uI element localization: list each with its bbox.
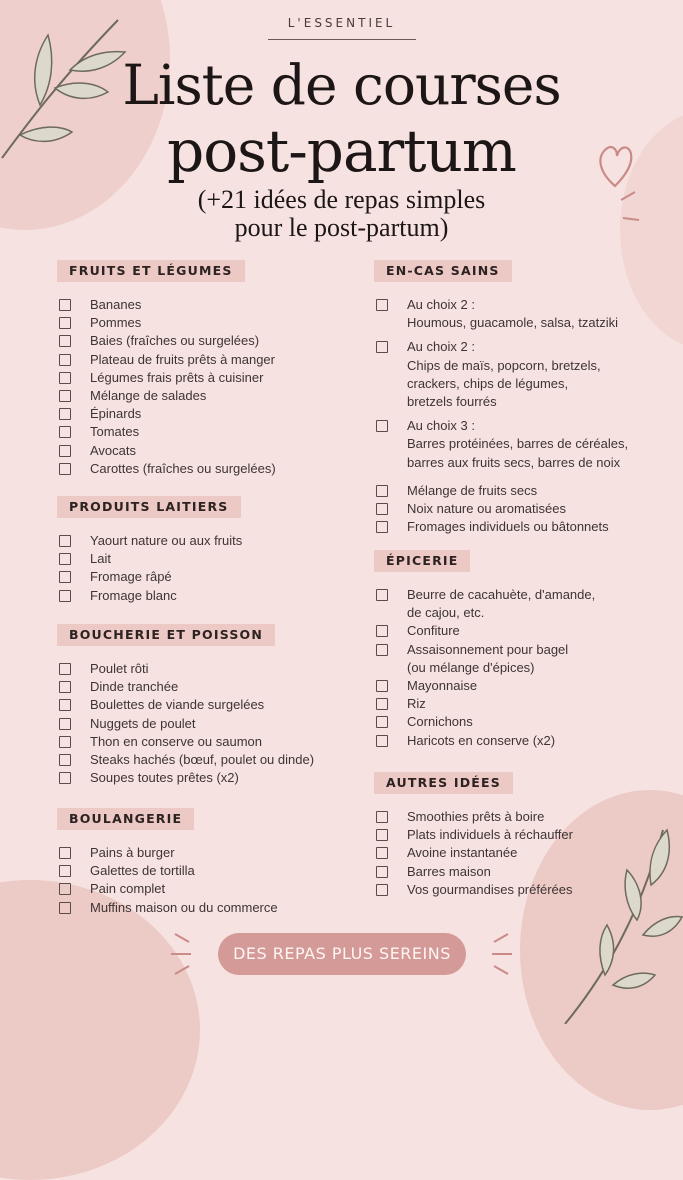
checkbox[interactable] [376,716,388,728]
checkbox[interactable] [59,754,71,766]
item-label: Plateau de fruits prêts à manger [90,351,275,367]
checkbox[interactable] [376,735,388,747]
list-item[interactable] [57,862,278,880]
list-item[interactable] [57,568,242,586]
checkbox[interactable] [59,445,71,457]
item-label: Confiture [407,623,460,639]
item-label: Yaourt nature ou aux fruits [90,533,243,548]
checkbox[interactable] [59,408,71,420]
item-label: Riz [407,696,426,712]
section-boulangerie [57,808,278,917]
list-item[interactable] [374,518,628,536]
item-label: Steaks hachés (bœuf, poulet ou dinde) [90,752,315,768]
item-label [407,586,595,622]
list-item[interactable] [57,423,276,441]
checkbox[interactable] [376,866,388,878]
list-item[interactable] [57,332,276,350]
item-label: Lait [90,551,111,567]
checkbox[interactable] [376,299,388,311]
item-label: Bananes [90,297,142,312]
item-label: Smoothies prêts à boire [407,809,545,824]
list-item[interactable] [374,417,628,472]
checkbox[interactable] [376,420,388,432]
checkbox[interactable] [376,884,388,896]
eyebrow-label: L'ESSENTIEL [287,16,396,30]
list-item[interactable] [57,899,278,917]
item-label: Carottes (fraîches ou surgelées) [90,460,276,476]
list-item[interactable] [57,387,276,405]
item-label: Fromage blanc [90,587,177,603]
item-label: Thon en conserve ou saumon [90,733,262,749]
item-label-line: (ou mélange d'épices) [407,659,535,675]
item-label: Mélange de salades [90,388,207,404]
list-item[interactable] [374,713,595,731]
list-item[interactable] [374,482,628,500]
list-item[interactable] [57,587,242,605]
checkbox[interactable] [59,847,71,859]
item-label-line: Assaisonnement pour bagel [407,641,569,657]
item-label-line: Au choix 3 : [407,418,475,434]
list-item[interactable] [57,733,314,751]
item-label-line: de cajou, etc. [407,605,485,621]
page-subtitle [0,186,683,242]
checkbox[interactable] [59,663,71,675]
section-title: BOUCHERIE ET POISSON [57,624,275,646]
item-label: Mélange de fruits secs [407,482,538,498]
list-item[interactable] [57,550,242,568]
list-item[interactable] [374,677,595,695]
list-item[interactable] [57,660,314,678]
list-item[interactable] [374,641,595,677]
section-title: EN-CAS SAINS [374,260,512,282]
checkbox[interactable] [59,590,71,602]
item-label-line: Chips de maïs, popcorn, bretzels, [407,357,601,373]
item-label: Fromage râpé [90,569,172,585]
list-item[interactable] [57,715,314,733]
list-item[interactable] [57,880,278,898]
list-item[interactable] [374,296,628,332]
section-en-cas-sains [374,260,628,536]
section-title: FRUITS ET LÉGUMES [57,260,245,282]
section-title: ÉPICERIE [374,550,470,572]
section-fruits-legumes [57,260,276,478]
sparkle-right-icon [478,930,518,980]
checkbox[interactable] [59,699,71,711]
list-item[interactable] [57,696,314,714]
list-item[interactable] [57,769,314,787]
list-item[interactable] [57,532,242,550]
list-item[interactable] [57,678,314,696]
item-label: Mayonnaise [407,678,478,694]
item-label: Poulet rôti [90,661,149,676]
section-title: BOULANGERIE [57,808,194,830]
checkbox[interactable] [59,463,71,475]
list-item[interactable] [374,500,628,518]
checkbox[interactable] [376,811,388,823]
item-label: Boulettes de viande surgelées [90,697,265,713]
item-label [407,417,628,472]
item-label: Légumes frais prêts à cuisiner [90,369,264,385]
leaf-branch-icon [555,825,683,1024]
item-label: Galettes de tortilla [90,863,195,879]
checkbox[interactable] [59,865,71,877]
item-label: Pommes [90,315,142,331]
list-item[interactable] [374,586,595,622]
decorative-blob-bottom-left [0,880,200,1180]
checkbox[interactable] [59,718,71,730]
checkbox[interactable] [376,589,388,601]
item-label-line: Au choix 2 : [407,297,475,312]
checkbox[interactable] [376,503,388,515]
checkbox[interactable] [59,317,71,329]
item-label: Baies (fraîches ou surgelées) [90,333,260,349]
checkbox[interactable] [59,772,71,784]
list-item[interactable] [374,732,595,750]
item-label: Plats individuels à réchauffer [407,827,573,843]
checkbox[interactable] [376,341,388,353]
item-label-line: crackers, chips de légumes, [407,375,569,391]
list-item[interactable] [57,351,276,369]
checkbox[interactable] [376,485,388,497]
checkbox[interactable] [376,829,388,841]
list-item[interactable] [374,881,573,899]
list-item[interactable] [57,405,276,423]
list-item[interactable] [374,695,595,713]
checkbox[interactable] [59,390,71,402]
checkbox[interactable] [59,681,71,693]
list-item[interactable] [374,808,573,826]
item-label: Haricots en conserve (x2) [407,732,556,748]
item-label-line: Au choix 2 : [407,339,475,355]
item-label: Pain complet [90,881,166,897]
item-label: Pains à burger [90,845,175,860]
list-item[interactable] [374,863,573,881]
checkbox[interactable] [59,335,71,347]
item-label-line: Barres protéinées, barres de céréales, [407,436,629,452]
section-boucherie-poisson [57,624,314,787]
section-epicerie [374,550,595,750]
subtitle-line2: pour le post-partum) [234,213,449,242]
item-label: Épinards [90,406,142,422]
list-item[interactable] [57,460,276,478]
list-item[interactable] [57,296,276,314]
list-item[interactable] [57,369,276,387]
list-item[interactable] [57,751,314,769]
checkbox[interactable] [376,680,388,692]
item-label: Nuggets de poulet [90,715,196,731]
list-item[interactable] [374,826,573,844]
item-label [407,641,568,677]
subtitle-line1: (+21 idées de repas simples [197,185,486,214]
item-label: Barres maison [407,863,491,879]
item-label [407,296,618,332]
checkbox[interactable] [59,736,71,748]
checkbox[interactable] [59,354,71,366]
item-label-line: Beurre de cacahuète, d'amande, [407,587,596,602]
item-label: Avocats [90,442,137,458]
item-label: Vos gourmandises préférées [407,881,573,897]
checkbox[interactable] [376,847,388,859]
list-item[interactable] [57,314,276,332]
checkbox[interactable] [59,553,71,565]
list-item[interactable] [374,338,628,411]
section-produits-laitiers [57,496,242,605]
list-item[interactable] [374,622,595,640]
checkbox[interactable] [59,426,71,438]
checkbox[interactable] [59,571,71,583]
item-label: Muffins maison ou du commerce [90,899,278,915]
item-label: Noix nature ou aromatisées [407,501,566,517]
item-label: Fromages individuels ou bâtonnets [407,519,609,535]
cta-button[interactable]: DES REPAS PLUS SEREINS [218,933,466,975]
checkbox[interactable] [59,535,71,547]
section-title: AUTRES IDÉES [374,772,513,794]
section-title: PRODUITS LAITIERS [57,496,241,518]
checkbox[interactable] [59,902,71,914]
list-item[interactable] [374,844,573,862]
item-label: Soupes toutes prêtes (x2) [90,770,239,786]
checkbox[interactable] [376,644,388,656]
item-label: Dinde tranchée [90,679,179,695]
divider [268,39,416,40]
list-item[interactable] [57,442,276,460]
checkbox[interactable] [376,698,388,710]
page-title-line2: post-partum [167,117,516,185]
item-label-line: bretzels fourrés [407,394,497,410]
list-item[interactable] [57,844,278,862]
checkbox[interactable] [376,625,388,637]
item-label-line: barres aux fruits secs, barres de noix [407,454,621,470]
item-label: Cornichons [407,714,473,730]
section-autres-idees [374,772,573,899]
item-label: Avoine instantanée [407,845,518,861]
checkbox[interactable] [376,521,388,533]
checkbox[interactable] [59,299,71,311]
item-label [407,338,601,411]
page-title-line1: Liste de courses [122,53,561,117]
sparkle-left-icon [165,930,205,980]
item-label-line: Houmous, guacamole, salsa, tzatziki [407,315,618,331]
checkbox[interactable] [59,883,71,895]
item-label: Tomates [90,424,140,440]
checkbox[interactable] [59,372,71,384]
